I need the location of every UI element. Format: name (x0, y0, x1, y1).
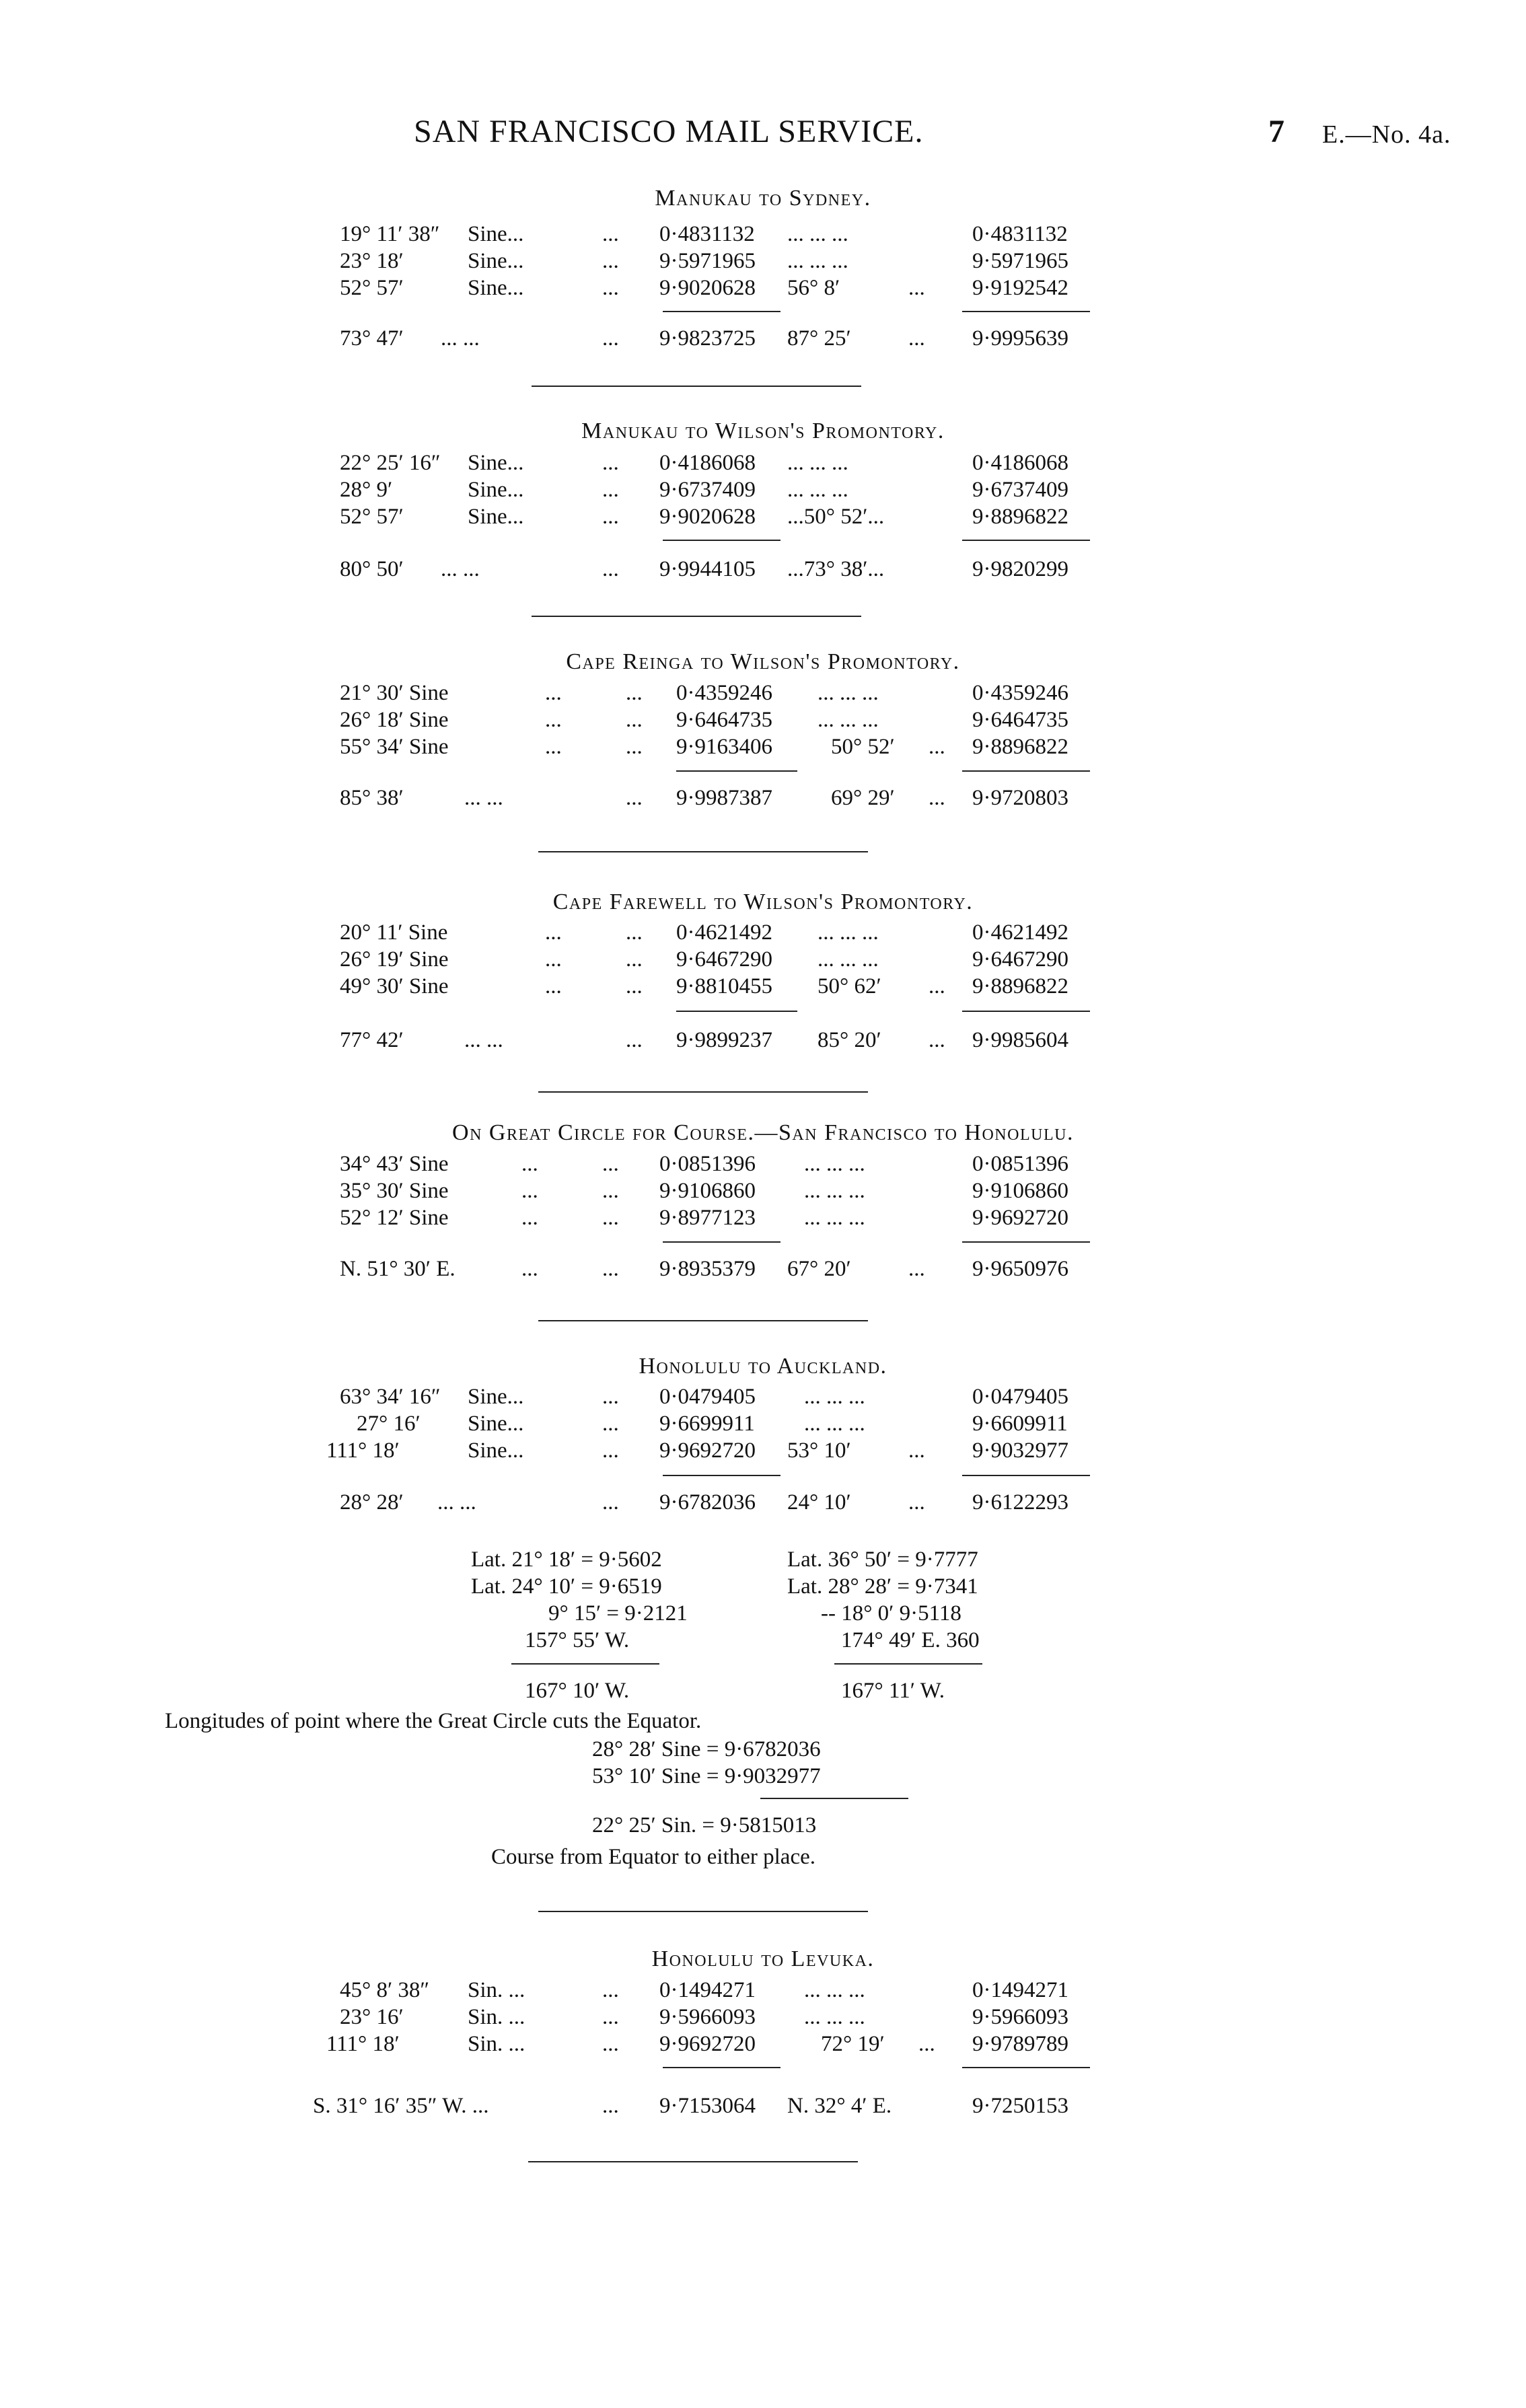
intermediate: ... ... ... (804, 1978, 865, 2002)
latitude-line: Lat. 21° 18′ = 9·5602 (471, 1547, 662, 1572)
section-title-honolulu-levuka: Honolulu to Levuka. (651, 1946, 875, 1971)
log-value: 0·0479405 (659, 1385, 756, 1409)
angle: 80° 50′ (340, 557, 404, 581)
intermediate: ... ... ... (787, 222, 848, 246)
angle: 26° 19′ Sine (340, 947, 449, 972)
table-row (0, 249, 1526, 276)
table-row (0, 974, 1526, 1001)
result-value: 9·9192542 (972, 276, 1068, 300)
intermediate: ... ... ... (787, 451, 848, 475)
angle: 55° 34′ Sine (340, 735, 449, 759)
section-title-manukau-wilsons: Manukau to Wilson's Promontory. (581, 418, 945, 443)
sum-rule (663, 1475, 780, 1476)
intermediate: ... ... ... (818, 708, 879, 732)
sum-rule (962, 540, 1090, 541)
angle: 21° 30′ Sine (340, 681, 449, 705)
angle: 63° 34′ 16″ (340, 1385, 441, 1409)
log-value: 9·7153064 (659, 2094, 756, 2118)
leader: ... (626, 735, 643, 759)
table-row (0, 1152, 1526, 1179)
angle: 27° 16′ (357, 1412, 421, 1436)
log-value: 9·5966093 (659, 2005, 756, 2029)
course: N. 32° 4′ E. (787, 2094, 892, 2118)
intermediate: 56° 8′ (787, 276, 840, 300)
intermediate: ... ... ... (804, 1385, 865, 1409)
leader: ... (602, 1490, 619, 1515)
result-value: 9·6122293 (972, 1490, 1068, 1515)
function: Sine... (468, 505, 524, 529)
result-value: 9·9106860 (972, 1179, 1068, 1203)
leader: ... (626, 974, 643, 998)
angle: 49° 30′ Sine (340, 974, 449, 998)
log-value: 9·8810455 (676, 974, 772, 998)
sum-rule (663, 2067, 780, 2068)
section-title-manukau-sydney: Manukau to Sydney. (655, 186, 871, 211)
result-value: 0·4621492 (972, 920, 1068, 945)
total-row (0, 326, 1526, 353)
leader: ... (908, 1257, 925, 1281)
section-title-great-circle: On Great Circle for Course.—San Francisco to Honolulu. (452, 1120, 1074, 1145)
intermediate: 24° 10′ (787, 1490, 851, 1515)
angle: 111° 18′ (326, 2032, 400, 2056)
sum-rule (962, 1011, 1090, 1012)
sum-rule (663, 311, 780, 312)
log-value: 9·6699911 (659, 1412, 755, 1436)
function: Sine... (468, 478, 524, 502)
sum-rule (663, 1241, 780, 1243)
intermediate: ... ... ... (804, 1412, 865, 1436)
section-divider (538, 1911, 868, 1912)
log-value: 9·9823725 (659, 326, 756, 351)
result-value: 9·6464735 (972, 708, 1068, 732)
angle: 23° 16′ (340, 2005, 404, 2029)
log-value: 0·4186068 (659, 451, 756, 475)
section-divider (532, 616, 861, 617)
leader: ... (908, 1438, 925, 1463)
sum-rule (962, 311, 1090, 312)
function: Sin. ... (468, 1978, 525, 2002)
leader: ... (929, 974, 945, 998)
result-value: 9·6609911 (972, 1412, 1068, 1436)
equator-note: Longitudes of point where the Great Circle cuts the Equator. (165, 1709, 702, 1733)
angle: 52° 57′ (340, 276, 404, 300)
longitude-line: 174° 49′ E. 360 (841, 1628, 980, 1652)
leader: ... (521, 1257, 538, 1281)
leader: ... (602, 2094, 619, 2118)
total-row (0, 557, 1526, 584)
leader: ... (626, 947, 643, 972)
log-value: 9·9944105 (659, 557, 756, 581)
result-value: 0·4359246 (972, 681, 1068, 705)
section-divider (538, 1091, 868, 1093)
table-row (0, 2032, 1526, 2059)
leader: ... (602, 1412, 619, 1436)
function: Sine... (468, 222, 524, 246)
leader: ... (602, 1179, 619, 1203)
intermediate: ...73° 38′... (787, 557, 885, 581)
table-row (0, 1179, 1526, 1206)
angle: 77° 42′ (340, 1028, 404, 1052)
leader: ... (929, 735, 945, 759)
leader: ... (602, 1257, 619, 1281)
leader: ... (626, 786, 643, 810)
log-value: 9·9692720 (659, 1438, 756, 1463)
section-divider (538, 851, 868, 852)
sum-rule (962, 1241, 1090, 1243)
table-row (0, 451, 1526, 478)
angle: 85° 38′ (340, 786, 404, 810)
intermediate: ... ... ... (818, 947, 879, 972)
sum-rule (676, 1011, 797, 1012)
sum-rule (511, 1663, 659, 1665)
result-value: 9·8896822 (972, 505, 1068, 529)
leader: ... (602, 276, 619, 300)
total-row (0, 1028, 1526, 1055)
leader: ... (545, 681, 562, 705)
function: Sine... (468, 1385, 524, 1409)
latitude-line: Lat. 24° 10′ = 9·6519 (471, 1574, 662, 1599)
intermediate: ... ... ... (804, 1206, 865, 1230)
section-title-cape-reinga: Cape Reinga to Wilson's Promontory. (566, 649, 960, 674)
table-row (0, 735, 1526, 762)
leader: ... (521, 1179, 538, 1203)
leader: ... (545, 974, 562, 998)
angle: 73° 47′ (340, 326, 404, 351)
latitude-line: -- 18° 0′ 9·5118 (821, 1601, 961, 1626)
leader: ... (908, 276, 925, 300)
leader: ... ... (464, 1028, 503, 1052)
leader: ... (602, 1152, 619, 1176)
result-value: 9·9032977 (972, 1438, 1068, 1463)
function: Sin. ... (468, 2005, 525, 2029)
total-row (0, 786, 1526, 813)
angle: 20° 11′ Sine (340, 920, 448, 945)
log-value: 9·5971965 (659, 249, 756, 273)
log-value: 0·4621492 (676, 920, 772, 945)
function: Sine... (468, 1412, 524, 1436)
result-value: 9·6737409 (972, 478, 1068, 502)
angle: 52° 12′ Sine (340, 1206, 449, 1230)
intermediate: 67° 20′ (787, 1257, 851, 1281)
section-title-cape-farewell: Cape Farewell to Wilson's Promontory. (552, 889, 974, 914)
table-row (0, 708, 1526, 735)
longitude-line: 157° 55′ W. (525, 1628, 630, 1652)
leader: ... (602, 326, 619, 351)
angle: 28° 28′ (340, 1490, 404, 1515)
intermediate: ... ... ... (804, 1152, 865, 1176)
angle: 28° 9′ (340, 478, 393, 502)
leader: ... ... (441, 326, 480, 351)
leader: ... (908, 1490, 925, 1515)
leader: ... (626, 708, 643, 732)
log-value: 0·4359246 (676, 681, 772, 705)
leader: ... ... (464, 786, 503, 810)
document-reference: E.—No. 4a. (1322, 120, 1451, 149)
result-value: 9·9985604 (972, 1028, 1068, 1052)
leader: ... (602, 2032, 619, 2056)
equator-note: Course from Equator to either place. (491, 1845, 815, 1869)
leader: ... (626, 920, 643, 945)
sum-rule (962, 2067, 1090, 2068)
page-number: 7 (1268, 114, 1285, 149)
section-divider (532, 386, 861, 387)
leader: ... (626, 681, 643, 705)
log-value: 9·9106860 (659, 1179, 756, 1203)
leader: ... ... (441, 557, 480, 581)
result-value: 9·9789789 (972, 2032, 1068, 2056)
log-value: 9·8935379 (659, 1257, 756, 1281)
table-row (0, 1385, 1526, 1412)
result-value: 0·0851396 (972, 1152, 1068, 1176)
sum-rule (663, 540, 780, 541)
sum-rule (834, 1663, 982, 1665)
result-value: 0·4186068 (972, 451, 1068, 475)
leader: ... (908, 326, 925, 351)
log-value: 0·4831132 (659, 222, 755, 246)
leader: ... (521, 1152, 538, 1176)
result-value: 9·9820299 (972, 557, 1068, 581)
longitude-result: 167° 11′ W. (841, 1679, 945, 1703)
log-value: 9·6782036 (659, 1490, 756, 1515)
table-row (0, 2005, 1526, 2032)
sum-rule (676, 770, 797, 772)
log-value: 9·9163406 (676, 735, 772, 759)
intermediate: 69° 29′ (831, 786, 895, 810)
log-value: 9·6737409 (659, 478, 756, 502)
section-divider (528, 2161, 858, 2162)
intermediate: ... ... ... (804, 1179, 865, 1203)
intermediate: ...50° 52′... (787, 505, 885, 529)
intermediate: 50° 62′ (818, 974, 881, 998)
result-value: 0·4831132 (972, 222, 1068, 246)
table-row (0, 1206, 1526, 1233)
leader: ... (929, 786, 945, 810)
leader: ... (602, 478, 619, 502)
table-row (0, 276, 1526, 303)
course: N. 51° 30′ E. (340, 1257, 456, 1281)
result-value: 9·9650976 (972, 1257, 1068, 1281)
log-value: 9·6467290 (676, 947, 772, 972)
latitude-line: Lat. 36° 50′ = 9·7777 (787, 1547, 978, 1572)
leader: ... (545, 708, 562, 732)
log-value: 9·9020628 (659, 505, 756, 529)
intermediate: 85° 20′ (818, 1028, 881, 1052)
angle: 35° 30′ Sine (340, 1179, 449, 1203)
leader: ... (602, 249, 619, 273)
section-title-honolulu-auckland: Honolulu to Auckland. (639, 1354, 887, 1379)
log-value: 9·8977123 (659, 1206, 756, 1230)
sum-rule (962, 770, 1090, 772)
result-value: 9·8896822 (972, 974, 1068, 998)
angle: 52° 57′ (340, 505, 404, 529)
angle: 34° 43′ Sine (340, 1152, 449, 1176)
equator-calc: 28° 28′ Sine = 9·6782036 (592, 1737, 821, 1761)
table-row (0, 1978, 1526, 2005)
equator-calc: 22° 25′ Sin. = 9·5815013 (592, 1813, 817, 1837)
latitude-line: 9° 15′ = 9·2121 (548, 1601, 688, 1626)
longitude-result: 167° 10′ W. (525, 1679, 630, 1703)
result-value: 9·9995639 (972, 326, 1068, 351)
leader: ... (602, 1438, 619, 1463)
log-value: 0·0851396 (659, 1152, 756, 1176)
result-value: 9·9720803 (972, 786, 1068, 810)
angle: 22° 25′ 16″ (340, 451, 441, 475)
intermediate: ... ... ... (818, 920, 879, 945)
intermediate: ... ... ... (804, 2005, 865, 2029)
log-value: 9·9020628 (659, 276, 756, 300)
intermediate: 87° 25′ (787, 326, 851, 351)
function: Sin. ... (468, 2032, 525, 2056)
course: S. 31° 16′ 35″ W. ... (313, 2094, 489, 2118)
leader: ... (918, 2032, 935, 2056)
log-value: 9·9692720 (659, 2032, 756, 2056)
log-value: 9·9899237 (676, 1028, 772, 1052)
angle: 111° 18′ (326, 1438, 400, 1463)
leader: ... ... (437, 1490, 476, 1515)
leader: ... (929, 1028, 945, 1052)
result-value: 9·5966093 (972, 2005, 1068, 2029)
table-row (0, 222, 1526, 249)
result-value: 9·8896822 (972, 735, 1068, 759)
latitude-line: Lat. 28° 28′ = 9·7341 (787, 1574, 978, 1599)
intermediate: ... ... ... (787, 249, 848, 273)
result-value: 0·0479405 (972, 1385, 1068, 1409)
log-value: 0·1494271 (659, 1978, 756, 2002)
function: Sine... (468, 276, 524, 300)
result-value: 9·5971965 (972, 249, 1068, 273)
table-row (0, 1438, 1526, 1465)
leader: ... (602, 505, 619, 529)
table-row (0, 478, 1526, 505)
total-row (0, 1490, 1526, 1517)
result-value: 9·6467290 (972, 947, 1068, 972)
leader: ... (626, 1028, 643, 1052)
intermediate: 50° 52′ (831, 735, 895, 759)
intermediate: ... ... ... (818, 681, 879, 705)
table-row (0, 947, 1526, 974)
total-row (0, 1257, 1526, 1284)
result-value: 9·9692720 (972, 1206, 1068, 1230)
table-row (0, 1412, 1526, 1438)
angle: 19° 11′ 38″ (340, 222, 440, 246)
equator-calc: 53° 10′ Sine = 9·9032977 (592, 1764, 821, 1788)
log-value: 9·6464735 (676, 708, 772, 732)
page-title: SAN FRANCISCO MAIL SERVICE. (414, 114, 924, 149)
intermediate: 72° 19′ (821, 2032, 885, 2056)
leader: ... (545, 920, 562, 945)
sum-rule (760, 1798, 908, 1799)
leader: ... (545, 735, 562, 759)
table-row (0, 505, 1526, 532)
leader: ... (521, 1206, 538, 1230)
result-value: 9·7250153 (972, 2094, 1068, 2118)
log-value: 9·9987387 (676, 786, 772, 810)
leader: ... (545, 947, 562, 972)
total-row (0, 2094, 1526, 2121)
leader: ... (602, 222, 619, 246)
leader: ... (602, 1206, 619, 1230)
function: Sine... (468, 249, 524, 273)
leader: ... (602, 557, 619, 581)
angle: 23° 18′ (340, 249, 404, 273)
leader: ... (602, 1385, 619, 1409)
function: Sine... (468, 1438, 524, 1463)
intermediate: 53° 10′ (787, 1438, 851, 1463)
result-value: 0·1494271 (972, 1978, 1068, 2002)
angle: 45° 8′ 38″ (340, 1978, 430, 2002)
section-divider (538, 1320, 868, 1321)
leader: ... (602, 1978, 619, 2002)
leader: ... (602, 2005, 619, 2029)
function: Sine... (468, 451, 524, 475)
intermediate: ... ... ... (787, 478, 848, 502)
angle: 26° 18′ Sine (340, 708, 449, 732)
table-row (0, 920, 1526, 947)
table-row (0, 681, 1526, 708)
sum-rule (962, 1475, 1090, 1476)
leader: ... (602, 451, 619, 475)
